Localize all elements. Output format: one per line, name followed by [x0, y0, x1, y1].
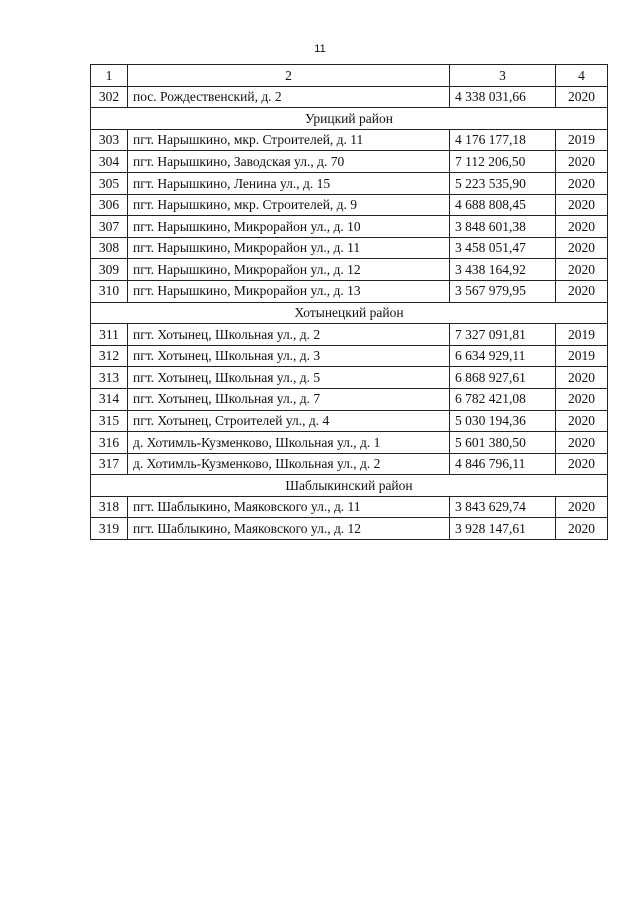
- table-row: [91, 410, 608, 432]
- row-number-cell: 302: [91, 86, 128, 108]
- table-row: [91, 388, 608, 410]
- table-row: [91, 324, 608, 346]
- year-cell: 2020: [556, 216, 608, 238]
- table-body: [91, 86, 608, 539]
- table-row: [91, 216, 608, 238]
- column-header-address: 2: [128, 65, 450, 87]
- address-cell: пгт. Нарышкино, Микрорайон ул., д. 13: [128, 280, 450, 302]
- amount-cell: 5 601 380,50: [450, 432, 556, 454]
- district-name: Хотынецкий район: [91, 302, 608, 324]
- year-cell: 2020: [556, 388, 608, 410]
- amount-cell: 3 928 147,61: [450, 518, 556, 540]
- table-row: [91, 496, 608, 518]
- housing-register-table: [90, 64, 608, 540]
- address-cell: пгт. Хотынец, Школьная ул., д. 3: [128, 345, 450, 367]
- address-cell: пгт. Нарышкино, Микрорайон ул., д. 10: [128, 216, 450, 238]
- row-number-cell: 313: [91, 367, 128, 389]
- district-section-row: [91, 475, 608, 497]
- year-cell: 2020: [556, 518, 608, 540]
- row-number-cell: 304: [91, 151, 128, 173]
- year-cell: 2020: [556, 172, 608, 194]
- row-number-cell: 317: [91, 453, 128, 475]
- row-number-cell: 306: [91, 194, 128, 216]
- table-row: [91, 151, 608, 173]
- district-name: Урицкий район: [91, 108, 608, 130]
- row-number-cell: 311: [91, 324, 128, 346]
- district-section-row: [91, 302, 608, 324]
- year-cell: 2020: [556, 151, 608, 173]
- year-cell: 2020: [556, 410, 608, 432]
- table-row: [91, 518, 608, 540]
- year-cell: 2020: [556, 259, 608, 281]
- amount-cell: 3 458 051,47: [450, 237, 556, 259]
- amount-cell: 4 688 808,45: [450, 194, 556, 216]
- amount-cell: 7 327 091,81: [450, 324, 556, 346]
- address-cell: д. Хотимль-Кузменково, Школьная ул., д. 2: [128, 453, 450, 475]
- table-row: [91, 129, 608, 151]
- address-cell: пгт. Хотынец, Школьная ул., д. 2: [128, 324, 450, 346]
- address-cell: пгт. Хотынец, Строителей ул., д. 4: [128, 410, 450, 432]
- table-row: [91, 259, 608, 281]
- amount-cell: 5 030 194,36: [450, 410, 556, 432]
- column-header-amount: 3: [450, 65, 556, 87]
- column-header-year: 4: [556, 65, 608, 87]
- address-cell: пгт. Хотынец, Школьная ул., д. 7: [128, 388, 450, 410]
- row-number-cell: 314: [91, 388, 128, 410]
- amount-cell: 4 338 031,66: [450, 86, 556, 108]
- amount-cell: 4 846 796,11: [450, 453, 556, 475]
- year-cell: 2020: [556, 367, 608, 389]
- address-cell: пос. Рождественский, д. 2: [128, 86, 450, 108]
- year-cell: 2020: [556, 280, 608, 302]
- amount-cell: 3 438 164,92: [450, 259, 556, 281]
- row-number-cell: 303: [91, 129, 128, 151]
- row-number-cell: 309: [91, 259, 128, 281]
- year-cell: 2019: [556, 324, 608, 346]
- address-cell: пгт. Шаблыкино, Маяковского ул., д. 12: [128, 518, 450, 540]
- address-cell: пгт. Нарышкино, Ленина ул., д. 15: [128, 172, 450, 194]
- row-number-cell: 316: [91, 432, 128, 454]
- amount-cell: 7 112 206,50: [450, 151, 556, 173]
- year-cell: 2020: [556, 453, 608, 475]
- row-number-cell: 308: [91, 237, 128, 259]
- amount-cell: 6 634 929,11: [450, 345, 556, 367]
- table-row: [91, 86, 608, 108]
- row-number-cell: 312: [91, 345, 128, 367]
- address-cell: пгт. Нарышкино, Микрорайон ул., д. 11: [128, 237, 450, 259]
- table-row: [91, 172, 608, 194]
- year-cell: 2019: [556, 345, 608, 367]
- column-number-row: [91, 65, 608, 87]
- row-number-cell: 305: [91, 172, 128, 194]
- year-cell: 2020: [556, 86, 608, 108]
- table-row: [91, 432, 608, 454]
- table-row: [91, 367, 608, 389]
- address-cell: д. Хотимль-Кузменково, Школьная ул., д. 1: [128, 432, 450, 454]
- address-cell: пгт. Нарышкино, мкр. Строителей, д. 11: [128, 129, 450, 151]
- amount-cell: 5 223 535,90: [450, 172, 556, 194]
- district-name: Шаблыкинский район: [91, 475, 608, 497]
- table-row: [91, 345, 608, 367]
- year-cell: 2020: [556, 237, 608, 259]
- row-number-cell: 307: [91, 216, 128, 238]
- row-number-cell: 315: [91, 410, 128, 432]
- table-row: [91, 237, 608, 259]
- year-cell: 2020: [556, 432, 608, 454]
- address-cell: пгт. Нарышкино, Заводская ул., д. 70: [128, 151, 450, 173]
- table-row: [91, 453, 608, 475]
- address-cell: пгт. Нарышкино, Микрорайон ул., д. 12: [128, 259, 450, 281]
- page-number: 11: [314, 43, 326, 55]
- year-cell: 2020: [556, 496, 608, 518]
- amount-cell: 4 176 177,18: [450, 129, 556, 151]
- address-cell: пгт. Нарышкино, мкр. Строителей, д. 9: [128, 194, 450, 216]
- row-number-cell: 318: [91, 496, 128, 518]
- year-cell: 2019: [556, 129, 608, 151]
- row-number-cell: 310: [91, 280, 128, 302]
- amount-cell: 6 868 927,61: [450, 367, 556, 389]
- address-cell: пгт. Хотынец, Школьная ул., д. 5: [128, 367, 450, 389]
- amount-cell: 6 782 421,08: [450, 388, 556, 410]
- column-header-number: 1: [91, 65, 128, 87]
- district-section-row: [91, 108, 608, 130]
- year-cell: 2020: [556, 194, 608, 216]
- amount-cell: 3 848 601,38: [450, 216, 556, 238]
- address-cell: пгт. Шаблыкино, Маяковского ул., д. 11: [128, 496, 450, 518]
- row-number-cell: 319: [91, 518, 128, 540]
- table-row: [91, 280, 608, 302]
- table-row: [91, 194, 608, 216]
- amount-cell: 3 843 629,74: [450, 496, 556, 518]
- amount-cell: 3 567 979,95: [450, 280, 556, 302]
